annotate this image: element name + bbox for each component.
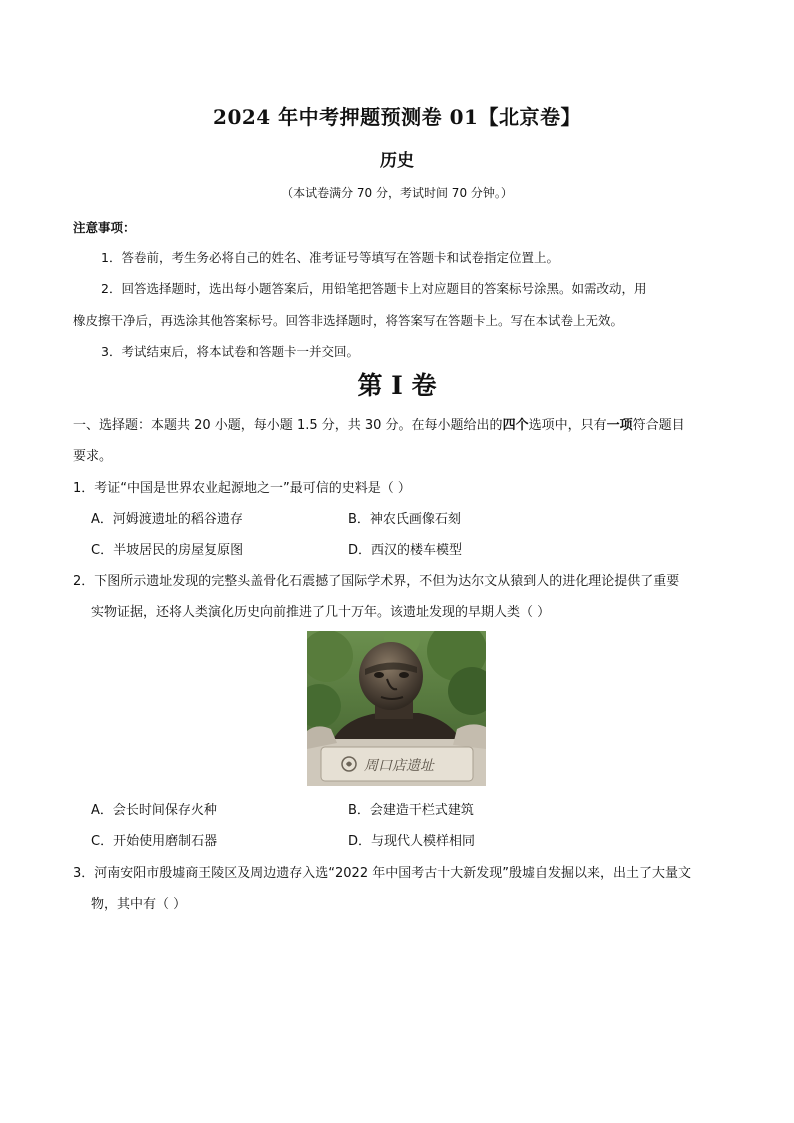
question-1-stem: 1．考证“中国是世界农业起源地之一”最可信的史料是（ ） xyxy=(73,481,411,496)
question-1-option-b: B．神农氏画像石刻 xyxy=(348,512,461,527)
note-item: 2．回答选择题时，选出每小题答案后，用铅笔把答题卡上对应题目的答案标号涂黑。如需改动，用 xyxy=(101,281,647,296)
score-note: （本试卷满分 70 分，考试时间 70 分钟。） xyxy=(281,186,513,200)
question-2-stem: 2．下图所示遗址发现的完整头盖骨化石震撼了国际学术界，不但为达尔文从猿到人的进化理论提供了重要 xyxy=(73,574,680,589)
instructions-text: 符合题目 xyxy=(632,418,685,433)
notes-heading: 注意事项： xyxy=(73,220,136,235)
instructions-text: 选项中，只有 xyxy=(528,418,607,433)
question-1-option-c: C．半坡居民的房屋复原图 xyxy=(91,543,244,558)
question-1-option-d: D．西汉的楼车模型 xyxy=(348,543,463,558)
exam-title: 2024 年中考押题预测卷 01【北京卷】 xyxy=(213,105,581,129)
zhoukoudian-site-photo xyxy=(307,631,486,786)
subject-heading: 历史 xyxy=(380,151,414,171)
volume-title: 第 I 卷 xyxy=(357,371,437,400)
question-3-stem: 3．河南安阳市殷墟商王陵区及周边遗存入选“2022 年中国考古十大新发现”殷墟自发掘以来，出土了大量文 xyxy=(73,866,691,881)
section-instructions xyxy=(73,414,685,433)
question-2-option-a: A．会长时间保存火种 xyxy=(91,803,217,818)
question-2-option-b: B．会建造干栏式建筑 xyxy=(348,803,474,818)
note-item: 1．答卷前，考生务必将自己的姓名、准考证号等填写在答题卡和试卷指定位置上。 xyxy=(101,250,559,265)
instructions-emphasis: 一项 xyxy=(606,418,633,433)
section-instructions-line2: 要求。 xyxy=(73,449,113,464)
question-3-stem-continued: 物，其中有（ ） xyxy=(91,897,187,912)
photo-caption: 周口店遗址 xyxy=(364,758,434,774)
question-2-stem-continued: 实物证据，还将人类演化历史向前推进了几十万年。该遗址发现的早期人类（ ） xyxy=(91,605,551,620)
instructions-text: 一、选择题：本题共 20 小题，每小题 1.5 分，共 30 分。在每小题给出的 xyxy=(73,418,503,433)
instructions-emphasis: 四个 xyxy=(502,418,529,433)
note-item: 3．考试结束后，将本试卷和答题卡一并交回。 xyxy=(101,344,359,359)
question-2-option-c: C．开始使用磨制石器 xyxy=(91,834,218,849)
question-2-option-d: D．与现代人模样相同 xyxy=(348,834,476,849)
note-item-continued: 橡皮擦干净后，再选涂其他答案标号。回答非选择题时，将答案写在答题卡上。写在本试卷上无效。 xyxy=(73,313,624,328)
question-1-option-a: A．河姆渡遗址的稻谷遗存 xyxy=(91,512,243,527)
